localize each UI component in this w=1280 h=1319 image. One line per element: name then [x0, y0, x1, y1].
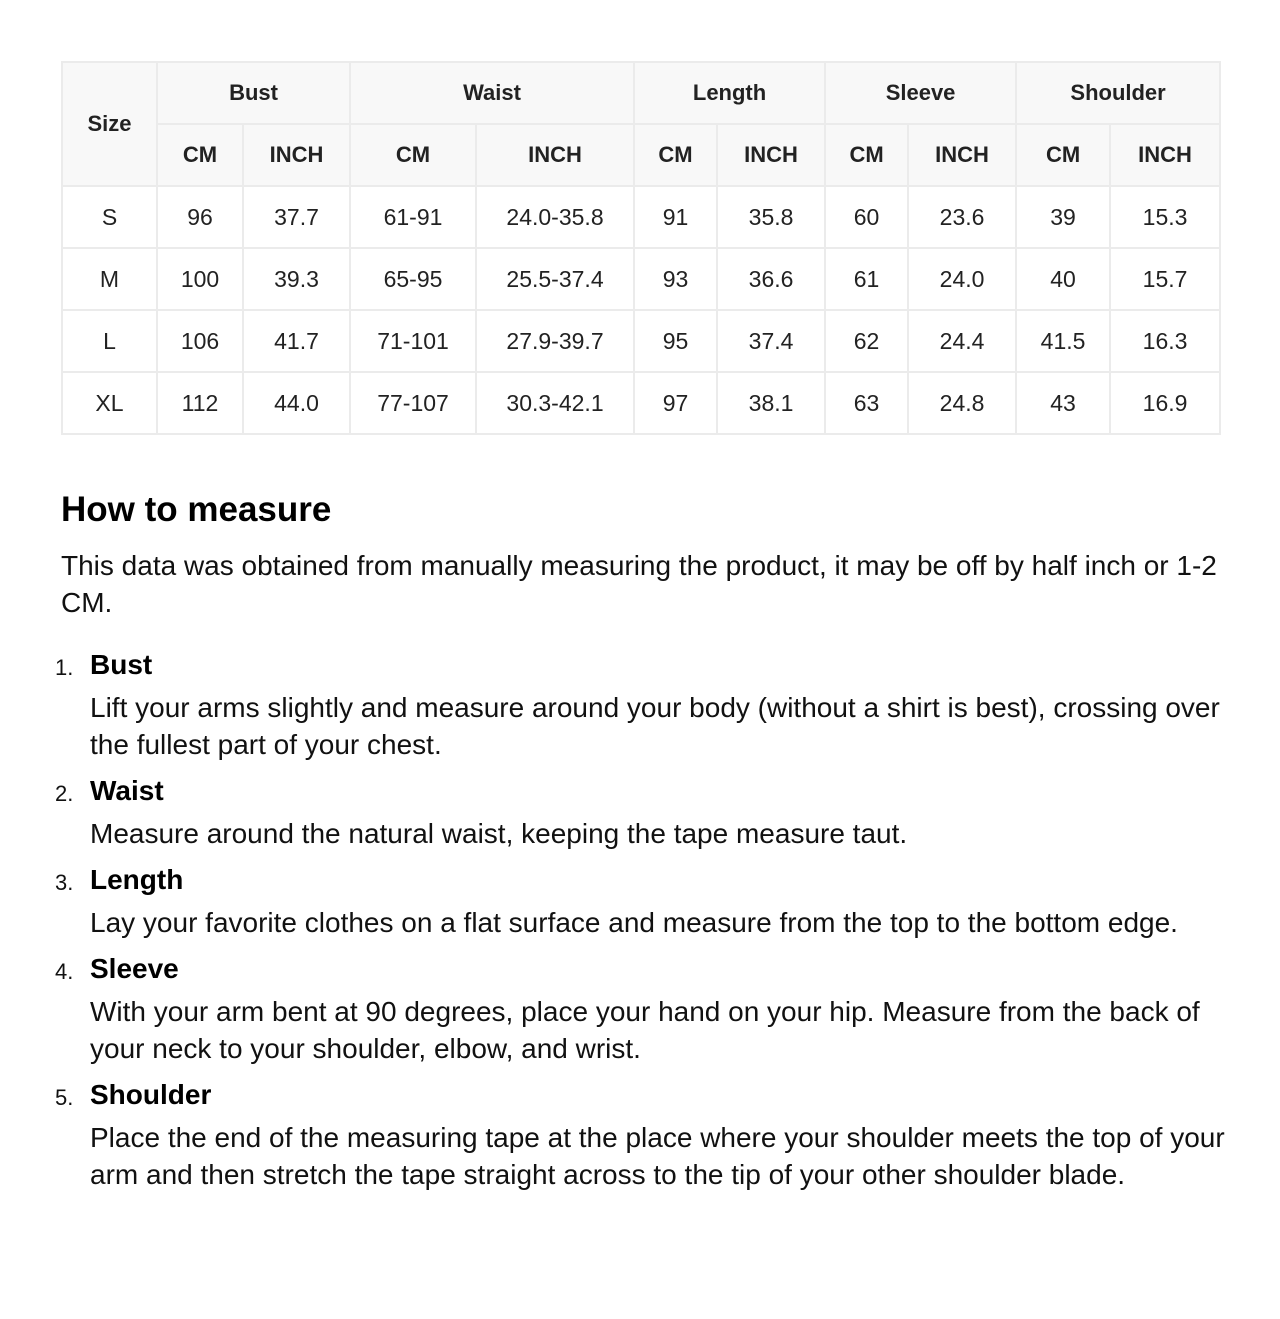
unit-header-cm: CM — [1016, 124, 1110, 186]
table-cell: 97 — [634, 372, 717, 434]
list-number: 5. — [55, 1085, 74, 1110]
table-header-row-groups — [62, 62, 1220, 124]
step-desc-waist: Measure around the natural waist, keeping the tape measure taut. — [90, 818, 908, 849]
table-cell: 112 — [157, 372, 243, 434]
table-cell: 106 — [157, 310, 243, 372]
list-item-waist — [0, 771, 1240, 852]
unit-header-inch: INCH — [717, 124, 825, 186]
unit-header-cm: CM — [157, 124, 243, 186]
size-cell: M — [62, 248, 157, 310]
table-cell: 61 — [825, 248, 908, 310]
list-item-shoulder — [0, 1075, 1240, 1193]
table-cell: 27.9-39.7 — [476, 310, 634, 372]
unit-header-inch: INCH — [476, 124, 634, 186]
table-cell: 16.3 — [1110, 310, 1220, 372]
table-cell: 15.7 — [1110, 248, 1220, 310]
table-cell: 24.0-35.8 — [476, 186, 634, 248]
step-title-shoulder: Shoulder — [90, 1079, 212, 1110]
group-header-sleeve: Sleeve — [825, 62, 1016, 124]
group-header-bust: Bust — [157, 62, 350, 124]
table-cell: 24.0 — [908, 248, 1016, 310]
table-cell: 35.8 — [717, 186, 825, 248]
size-cell: XL — [62, 372, 157, 434]
table-cell: 37.4 — [717, 310, 825, 372]
step-desc-shoulder: Place the end of the measuring tape at the place where your shoulder meets the top of your arm and then stretch the tape straight across to the tip of your other shoulder blade. — [90, 1122, 1225, 1190]
measure-steps-list — [0, 645, 1240, 1201]
table-cell: 60 — [825, 186, 908, 248]
list-item-sleeve — [0, 949, 1240, 1067]
table-row — [62, 372, 1220, 434]
table-cell: 71-101 — [350, 310, 476, 372]
group-header-shoulder: Shoulder — [1016, 62, 1220, 124]
how-to-measure-intro: This data was obtained from manually measuring the product, it may be off by half inch or 1-2 CM. — [61, 550, 1217, 618]
table-cell: 65-95 — [350, 248, 476, 310]
table-cell: 41.7 — [243, 310, 350, 372]
table-row — [62, 248, 1220, 310]
size-cell: L — [62, 310, 157, 372]
table-cell: 100 — [157, 248, 243, 310]
table-cell: 24.8 — [908, 372, 1016, 434]
unit-header-cm: CM — [825, 124, 908, 186]
table-cell: 37.7 — [243, 186, 350, 248]
list-number: 2. — [55, 781, 74, 806]
group-header-waist: Waist — [350, 62, 634, 124]
table-cell: 93 — [634, 248, 717, 310]
group-header-length: Length — [634, 62, 825, 124]
unit-header-inch: INCH — [1110, 124, 1220, 186]
unit-header-inch: INCH — [908, 124, 1016, 186]
step-desc-length: Lay your favorite clothes on a flat surface and measure from the top to the bottom edge. — [90, 907, 1178, 938]
unit-header-cm: CM — [350, 124, 476, 186]
table-cell: 62 — [825, 310, 908, 372]
table-header-row-units — [62, 124, 1220, 186]
step-title-sleeve: Sleeve — [90, 953, 179, 984]
table-cell: 63 — [825, 372, 908, 434]
unit-header-inch: INCH — [243, 124, 350, 186]
list-number: 4. — [55, 959, 74, 984]
table-cell: 96 — [157, 186, 243, 248]
table-cell: 25.5-37.4 — [476, 248, 634, 310]
list-item-length — [0, 860, 1240, 941]
table-row — [62, 186, 1220, 248]
size-cell: S — [62, 186, 157, 248]
table-cell: 16.9 — [1110, 372, 1220, 434]
step-title-length: Length — [90, 864, 184, 895]
table-cell: 38.1 — [717, 372, 825, 434]
table-cell: 43 — [1016, 372, 1110, 434]
table-cell: 39 — [1016, 186, 1110, 248]
table-cell: 44.0 — [243, 372, 350, 434]
table-row — [62, 310, 1220, 372]
table-cell: 23.6 — [908, 186, 1016, 248]
table-cell: 15.3 — [1110, 186, 1220, 248]
table-cell: 61-91 — [350, 186, 476, 248]
unit-header-cm: CM — [634, 124, 717, 186]
table-cell: 24.4 — [908, 310, 1016, 372]
table-cell: 95 — [634, 310, 717, 372]
table-cell: 77-107 — [350, 372, 476, 434]
list-number: 3. — [55, 870, 74, 895]
size-column-header: Size — [62, 62, 157, 186]
table-cell: 36.6 — [717, 248, 825, 310]
table-cell: 41.5 — [1016, 310, 1110, 372]
list-number: 1. — [55, 655, 74, 680]
how-to-measure-title: How to measure — [61, 490, 332, 529]
table-cell: 91 — [634, 186, 717, 248]
step-desc-sleeve: With your arm bent at 90 degrees, place your hand on your hip. Measure from the back of your neck to your shoulder, elbow, and wrist. — [90, 996, 1200, 1064]
list-item-bust — [0, 645, 1240, 763]
table-cell: 40 — [1016, 248, 1110, 310]
step-title-waist: Waist — [90, 775, 164, 806]
step-title-bust: Bust — [90, 649, 153, 680]
table-cell: 30.3-42.1 — [476, 372, 634, 434]
step-desc-bust: Lift your arms slightly and measure around your body (without a shirt is best), crossing over the fullest part of your chest. — [90, 692, 1220, 760]
size-chart-table — [61, 61, 1221, 435]
table-cell: 39.3 — [243, 248, 350, 310]
